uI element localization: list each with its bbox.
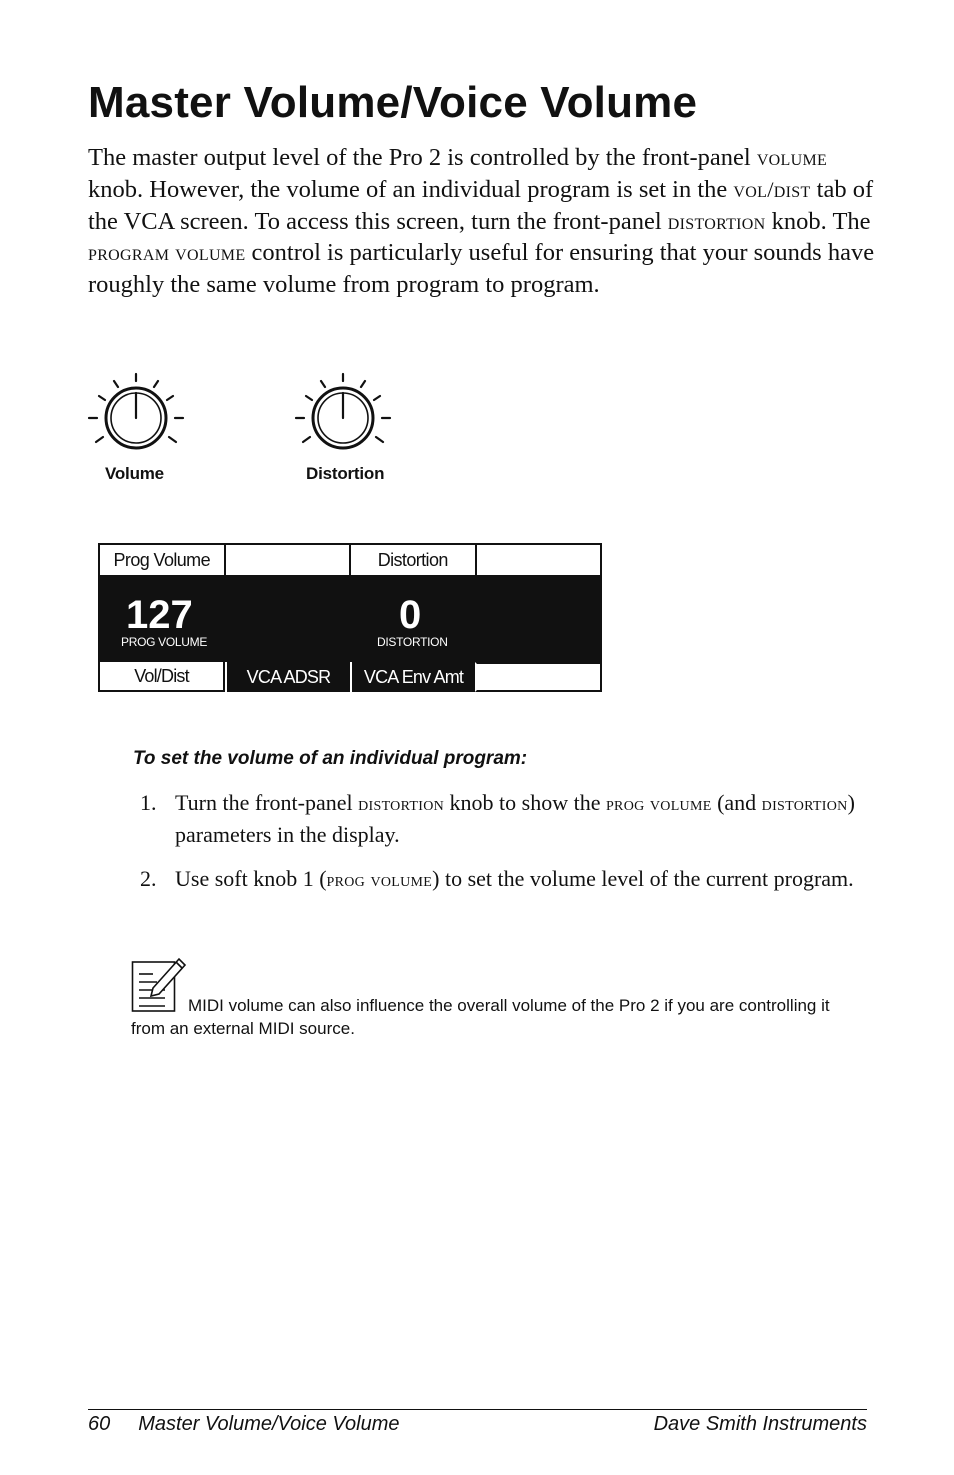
tab-vca-env-amt: VCA Env Amt <box>350 662 475 692</box>
procedure-step-1: 1. Turn the front-panel distortion knob to show the prog volume (and distortion) parameters in the display. <box>140 790 855 847</box>
prog-volume-value: 127 <box>126 593 193 637</box>
distortion-knob-ref: distortion <box>667 208 766 234</box>
tab-empty <box>475 662 602 692</box>
lcd-cell-empty <box>226 545 352 575</box>
program-volume-ref: program volume <box>88 240 246 266</box>
page-title: Master Volume/Voice Volume <box>88 78 698 127</box>
prog-volume-value-label: PROG VOLUME <box>121 635 208 649</box>
procedure-heading: To set the volume of an individual program: <box>133 748 528 769</box>
lcd-parameter-row <box>98 543 602 577</box>
tab-vca-adsr: VCA ADSR <box>225 662 350 692</box>
distortion-knob-label: Distortion <box>306 464 385 483</box>
footer-section-title: Master Volume/Voice Volume <box>138 1413 400 1435</box>
tab-vol-dist: Vol/Dist <box>98 662 225 692</box>
step-number: 1. <box>140 790 157 815</box>
distortion-value: 0 <box>399 593 422 637</box>
page-number: 60 <box>88 1413 111 1435</box>
intro-paragraph: The master output level of the Pro 2 is controlled by the front-panel volume knob. However, the volume of an individual program is set in the vol/dist tab of the VCA screen. To access this screen, turn the front-panel distortion knob. The program volume control is particularly useful for ensuring that your sounds have roughly the same volume from program to program. <box>88 144 875 299</box>
lcd-tab-bar <box>98 662 602 692</box>
procedure-step-2: 2. Use soft knob 1 (prog volume) to set the volume level of the current program. <box>140 864 860 896</box>
distortion-knob-icon <box>293 372 393 452</box>
lcd-display <box>98 543 602 692</box>
volume-knob-label: Volume <box>105 464 164 483</box>
lcd-cell-prog-volume: Prog Volume <box>100 545 226 575</box>
footer-publisher: Dave Smith Instruments <box>653 1413 867 1435</box>
footer-left <box>88 1413 399 1436</box>
volume-knob-ref: volume <box>756 145 828 170</box>
volume-knob-icon <box>86 372 186 452</box>
lcd-cell-empty <box>477 545 601 575</box>
lcd-cell-distortion: Distortion <box>351 545 477 575</box>
footer-divider <box>88 1409 867 1410</box>
step-number: 2. <box>140 866 157 891</box>
procedure-steps <box>140 788 860 911</box>
vol-dist-tab-ref: vol/dist <box>733 176 811 202</box>
note-text: MIDI volume can also influence the overall volume of the Pro 2 if you are controlling it from an external MIDI source. <box>131 996 830 1038</box>
distortion-value-label: DISTORTION <box>377 635 448 649</box>
